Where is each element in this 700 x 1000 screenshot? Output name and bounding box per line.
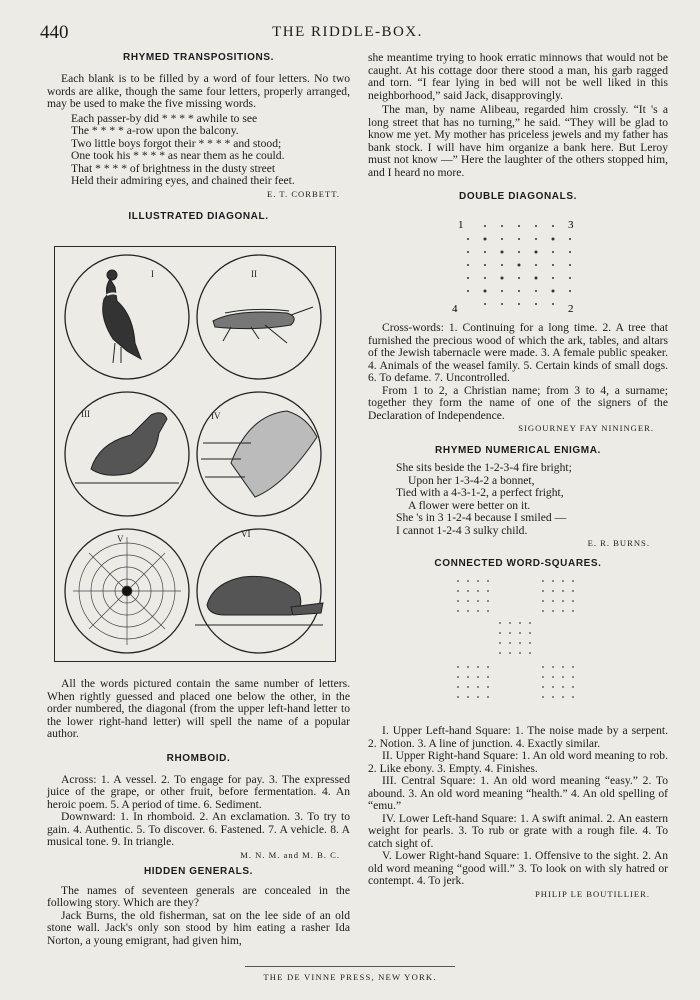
puzzle-dot	[477, 610, 479, 612]
poem-line: Held their admiring eyes, and chained their feet.	[71, 174, 295, 187]
puzzle-dot	[487, 580, 489, 582]
puzzle-dot	[467, 696, 469, 698]
word-square-clue: I. Upper Left-hand Square: 1. The noise made by a serpent. 2. Notion. 3. A line of junction. 4. Exactly similar.	[368, 724, 668, 750]
puzzle-dot	[552, 264, 554, 266]
word-square-clue: II. Upper Right-hand Square: 1. An old word meaning to rob. 2. Like ebony. 3. Empty. 4. Finishes.	[368, 749, 668, 775]
puzzle-dot	[467, 590, 469, 592]
poem-line: Tied with a 4-3-1-2, a perfect fright,	[396, 486, 564, 499]
puzzle-dot	[457, 696, 459, 698]
puzzle-dot	[562, 610, 564, 612]
right-column	[368, 52, 668, 899]
puzzle-dot	[487, 600, 489, 602]
puzzle-dot	[542, 666, 544, 668]
puzzle-dot	[552, 696, 554, 698]
corner-label: 2	[568, 303, 574, 315]
left-column-lower	[47, 678, 350, 947]
puzzle-dot	[509, 622, 511, 624]
puzzle-dots	[457, 580, 574, 698]
rhymed-numerical-enigma-title: RHYMED NUMERICAL ENIGMA.	[435, 445, 601, 456]
puzzle-dot	[518, 264, 521, 267]
puzzle-dot	[552, 303, 554, 305]
puzzle-dot	[487, 666, 489, 668]
poem-line: That * * * * of brightness in the dusty street	[71, 161, 276, 175]
puzzle-dot	[499, 642, 501, 644]
numeral-I: I	[151, 269, 154, 279]
poem-line: Each passer-by did * * * * awhile to see	[71, 111, 258, 125]
author-signature: SIGOURNEY FAY NININGER.	[518, 423, 654, 433]
puzzle-dot	[467, 676, 469, 678]
puzzle-dot	[457, 590, 459, 592]
left-column	[47, 52, 350, 222]
puzzle-dot	[467, 277, 469, 279]
puzzle-dot	[535, 264, 537, 266]
puzzle-dot	[484, 225, 486, 227]
puzzle-dot	[529, 622, 531, 624]
puzzle-dot	[572, 676, 574, 678]
word-square-clue: V. Lower Right-hand Square: 1. Offensive to the sight. 2. An old word meaning “good will.” 3. To look on with sly hatred or contempt. 4. To jerk.	[368, 849, 668, 887]
puzzle-dot	[552, 580, 554, 582]
puzzle-dot	[572, 610, 574, 612]
rhomboid-title: RHOMBOID.	[166, 752, 231, 764]
word-square-clue: IV. Lower Left-hand Square: 1. A swift animal. 2. An eastern weight for pearls. 3. To rub or grate with a rough file. 4. To catch sight of.	[368, 811, 668, 850]
puzzle-dot	[535, 251, 538, 254]
puzzle-dot	[542, 600, 544, 602]
puzzle-dot	[552, 238, 555, 241]
puzzle-dot	[477, 590, 479, 592]
puzzle-dot	[467, 264, 469, 266]
puzzle-dot	[487, 590, 489, 592]
puzzle-dot	[477, 696, 479, 698]
numeral-V: V	[117, 534, 124, 544]
puzzle-dot	[501, 225, 503, 227]
word-squares-grid	[368, 575, 668, 717]
puzzle-dot	[467, 290, 469, 292]
connected-word-squares-title: CONNECTED WORD-SQUARES.	[434, 558, 602, 569]
puzzle-dot	[519, 622, 521, 624]
puzzle-dot	[467, 686, 469, 688]
rhomboid-downward: Downward: 1. In rhomboid. 2. An exclamation. 3. To try to gain. 4. Authentic. 5. To discover. 6. Fastened. 7. A vehicle. 8. A musical tone. 9. In triangle.	[47, 810, 350, 848]
illustrated-diagonal-picture	[54, 246, 336, 662]
puzzle-dot	[572, 696, 574, 698]
printer-footer: THE DE VINNE PRESS, NEW YORK.	[263, 972, 437, 982]
puzzle-dot	[529, 652, 531, 654]
poem-line: She 's in 3 1-2-4 because I smiled —	[396, 511, 567, 524]
puzzle-dot	[484, 238, 487, 241]
puzzle-dot	[477, 686, 479, 688]
puzzle-dot	[542, 676, 544, 678]
puzzle-dot	[457, 666, 459, 668]
puzzle-dot	[572, 590, 574, 592]
author-signature: PHILIP LE BOUTILLIER.	[535, 888, 650, 899]
numeral-VI: VI	[241, 529, 251, 539]
puzzle-dot	[518, 238, 520, 240]
puzzle-dot	[572, 686, 574, 688]
puzzle-dot	[562, 696, 564, 698]
puzzle-dot	[572, 600, 574, 602]
puzzle-dot	[562, 686, 564, 688]
puzzle-dot	[519, 642, 521, 644]
puzzle-dot	[499, 632, 501, 634]
grouse-picture	[75, 413, 179, 483]
puzzle-dot	[467, 580, 469, 582]
puzzle-dot	[529, 642, 531, 644]
puzzle-dot	[572, 580, 574, 582]
puzzle-dot	[552, 610, 554, 612]
double-diagonals-from: From 1 to 2, a Christian name; from 3 to 4, a surname; together they form the name of one of the signers of the Declaration of Independence.	[368, 383, 668, 422]
puzzle-dot	[535, 277, 538, 280]
numeral-II: II	[251, 269, 257, 279]
puzzle-dot	[457, 676, 459, 678]
puzzle-dot	[552, 290, 555, 293]
puzzle-dot	[529, 632, 531, 634]
puzzle-dot	[499, 652, 501, 654]
puzzle-dot	[569, 238, 571, 240]
puzzle-dot	[569, 251, 571, 253]
puzzle-dot	[519, 632, 521, 634]
enigma-poem	[396, 462, 668, 537]
pictures-svg	[55, 247, 334, 660]
puzzle-dot	[569, 290, 571, 292]
puzzle-dot	[552, 666, 554, 668]
poem-line: The * * * * a-row upon the balcony.	[71, 124, 239, 137]
rhymed-transpositions-title: RHYMED TRANSPOSITIONS.	[123, 52, 274, 63]
puzzle-dot	[535, 303, 537, 305]
puzzle-dot	[519, 652, 521, 654]
puzzle-dot	[572, 666, 574, 668]
puzzle-dot	[542, 590, 544, 592]
puzzle-dot	[552, 277, 554, 279]
author-signature: M. N. M. and M. B. C.	[240, 849, 340, 860]
illustrated-diagonal-text: All the words pictured contain the same number of letters. When rightly guessed and placed one below the other, in the order numbered, the diagonal (from the upper left-hand letter to the lower right-hand letter) will spell the name of a popular author.	[47, 677, 350, 740]
puzzle-dot	[542, 610, 544, 612]
puzzle-dot	[562, 600, 564, 602]
puzzle-dot	[562, 580, 564, 582]
puzzle-dot	[509, 632, 511, 634]
corner-label: 1	[458, 219, 464, 231]
puzzle-dot	[518, 290, 520, 292]
puzzle-dot	[487, 696, 489, 698]
puzzle-dot	[457, 610, 459, 612]
puzzle-dot	[501, 251, 504, 254]
word-square-clue: III. Central Square: 1. An old word meaning “easy.” 2. To abound. 3. An old word meaning “health.” 4. An old spelling of “emu.”	[368, 774, 668, 812]
puzzle-dot	[501, 303, 503, 305]
double-diagonals-grid	[368, 208, 668, 318]
hidden-generals-story: she meantime trying to hook erratic minnows that would not be caught. At his cottage door there stood a man, his garb ragged and torn. “I fear lying in bed will not be well liked in this neighborhood,” said Jack, disapprovingly.	[368, 51, 668, 102]
puzzle-dot	[518, 251, 520, 253]
puzzle-dot	[499, 622, 501, 624]
puzzle-dot	[542, 696, 544, 698]
puzzle-dot	[552, 600, 554, 602]
puzzle-dot	[477, 580, 479, 582]
puzzle-dot	[535, 225, 537, 227]
illustrated-diagonal-title: ILLUSTRATED DIAGONAL.	[128, 210, 269, 222]
running-title: THE RIDDLE-BOX.	[272, 24, 423, 40]
hidden-generals-story: Jack Burns, the old fisherman, sat on the lee side of an old stone wall. Jack's only son stood by him eating a rasher Ida Norton, a young emigrant, had given him,	[47, 908, 350, 947]
puzzle-dot	[477, 666, 479, 668]
poem-line: Upon her 1-3-4-2 a bonnet,	[408, 473, 535, 487]
hidden-generals-intro: The names of seventeen generals are concealed in the following story. Which are they?	[47, 883, 350, 909]
puzzle-dot	[552, 676, 554, 678]
puzzle-dot	[542, 686, 544, 688]
puzzle-dot	[518, 225, 520, 227]
puzzle-dot	[484, 277, 486, 279]
puzzle-dot	[518, 277, 520, 279]
poem-line: Two little boys forgot their * * * * and stood;	[71, 136, 282, 150]
spider-web-picture	[73, 537, 181, 645]
puzzle-dot	[484, 264, 486, 266]
shell-picture	[201, 411, 317, 497]
puzzle-dot	[509, 652, 511, 654]
puzzle-dot	[467, 600, 469, 602]
vulture-picture	[103, 270, 141, 363]
puzzle-dot	[477, 676, 479, 678]
hidden-generals-title: HIDDEN GENERALS.	[143, 865, 254, 877]
puzzle-dot	[552, 590, 554, 592]
corner-label: 4	[452, 303, 458, 315]
rhymed-transpositions-intro: Each blank is to be filled by a word of four letters. No two words are alike, though the same four letters, properly arranged, may be used to make the five missing words.	[47, 72, 350, 110]
poem-line: A flower were better on it.	[408, 498, 531, 512]
puzzle-dot	[569, 277, 571, 279]
corner-label: 3	[568, 219, 574, 231]
puzzle-dot	[562, 666, 564, 668]
puzzle-dot	[552, 686, 554, 688]
puzzle-dot	[467, 666, 469, 668]
puzzle-dot	[552, 251, 554, 253]
puzzle-dot	[457, 580, 459, 582]
puzzle-dot	[501, 264, 503, 266]
hidden-generals-story: The man, by name Alibeau, regarded him crossly. “It 's a long street that has no turning,” he said. “They will be glad to know me yet. My mother has priceless jewels and my father has bank stock. I will have him organize a bank here. But Leroy must not know —” Here the laughter of the others stopped him, and I heard no more.	[368, 103, 668, 179]
running-header	[40, 22, 655, 46]
rhymed-transpositions-poem	[71, 113, 350, 188]
puzzle-dot	[477, 600, 479, 602]
numeral-IV: IV	[211, 411, 221, 421]
author-signature: E. R. BURNS.	[587, 538, 650, 548]
puzzle-dot	[542, 580, 544, 582]
double-diagonals-title: DOUBLE DIAGONALS.	[459, 191, 577, 202]
rhomboid-across: Across: 1. A vessel. 2. To engage for pay. 3. The expressed juice of the grape, or other fruit, before fermentation. 4. An heroic poem. 5. A period of time. 6. Sediment.	[47, 772, 350, 811]
puzzle-dot	[562, 676, 564, 678]
puzzle-dot	[501, 290, 503, 292]
beaver-picture	[195, 576, 323, 625]
puzzle-dot	[552, 225, 554, 227]
puzzle-dots	[467, 225, 571, 305]
puzzle-dot	[562, 590, 564, 592]
page-number: 440	[40, 22, 69, 43]
footer-rule	[245, 966, 455, 967]
puzzle-dot	[467, 610, 469, 612]
puzzle-dot	[457, 686, 459, 688]
puzzle-dot	[509, 642, 511, 644]
locust-picture	[213, 307, 313, 343]
puzzle-dot	[518, 303, 520, 305]
puzzle-dot	[487, 610, 489, 612]
puzzle-dot	[487, 686, 489, 688]
poem-line: She sits beside the 1-2-3-4 fire bright;	[396, 461, 572, 474]
puzzle-dot	[484, 251, 486, 253]
puzzle-dot	[467, 238, 469, 240]
double-diagonals-cross-words: Cross-words: 1. Continuing for a long time. 2. A tree that furnished the precious wood of which the ark, tables, and altars of the Jewish tabernacle were made. 3. A female public speaker. 4. Animals of the weasel family. 5. Certain kinds of small dogs. 6. To defame. 7. Uncontrolled.	[368, 321, 668, 384]
puzzle-dot	[501, 277, 504, 280]
poem-line: I cannot 1-2-4 3 sulky child.	[396, 523, 528, 537]
puzzle-dot	[501, 238, 503, 240]
author-signature: E. T. CORBETT.	[267, 188, 340, 199]
puzzle-dot	[569, 264, 571, 266]
poem-line: One took his * * * * as near them as he could.	[71, 149, 285, 162]
puzzle-dot	[457, 600, 459, 602]
puzzle-dot	[484, 303, 486, 305]
puzzle-dot	[535, 238, 537, 240]
puzzle-dot	[487, 676, 489, 678]
numeral-III: III	[81, 409, 90, 419]
puzzle-dot	[467, 251, 469, 253]
puzzle-dot	[484, 290, 487, 293]
puzzle-dot	[535, 290, 537, 292]
word-squares-clues	[368, 725, 668, 888]
